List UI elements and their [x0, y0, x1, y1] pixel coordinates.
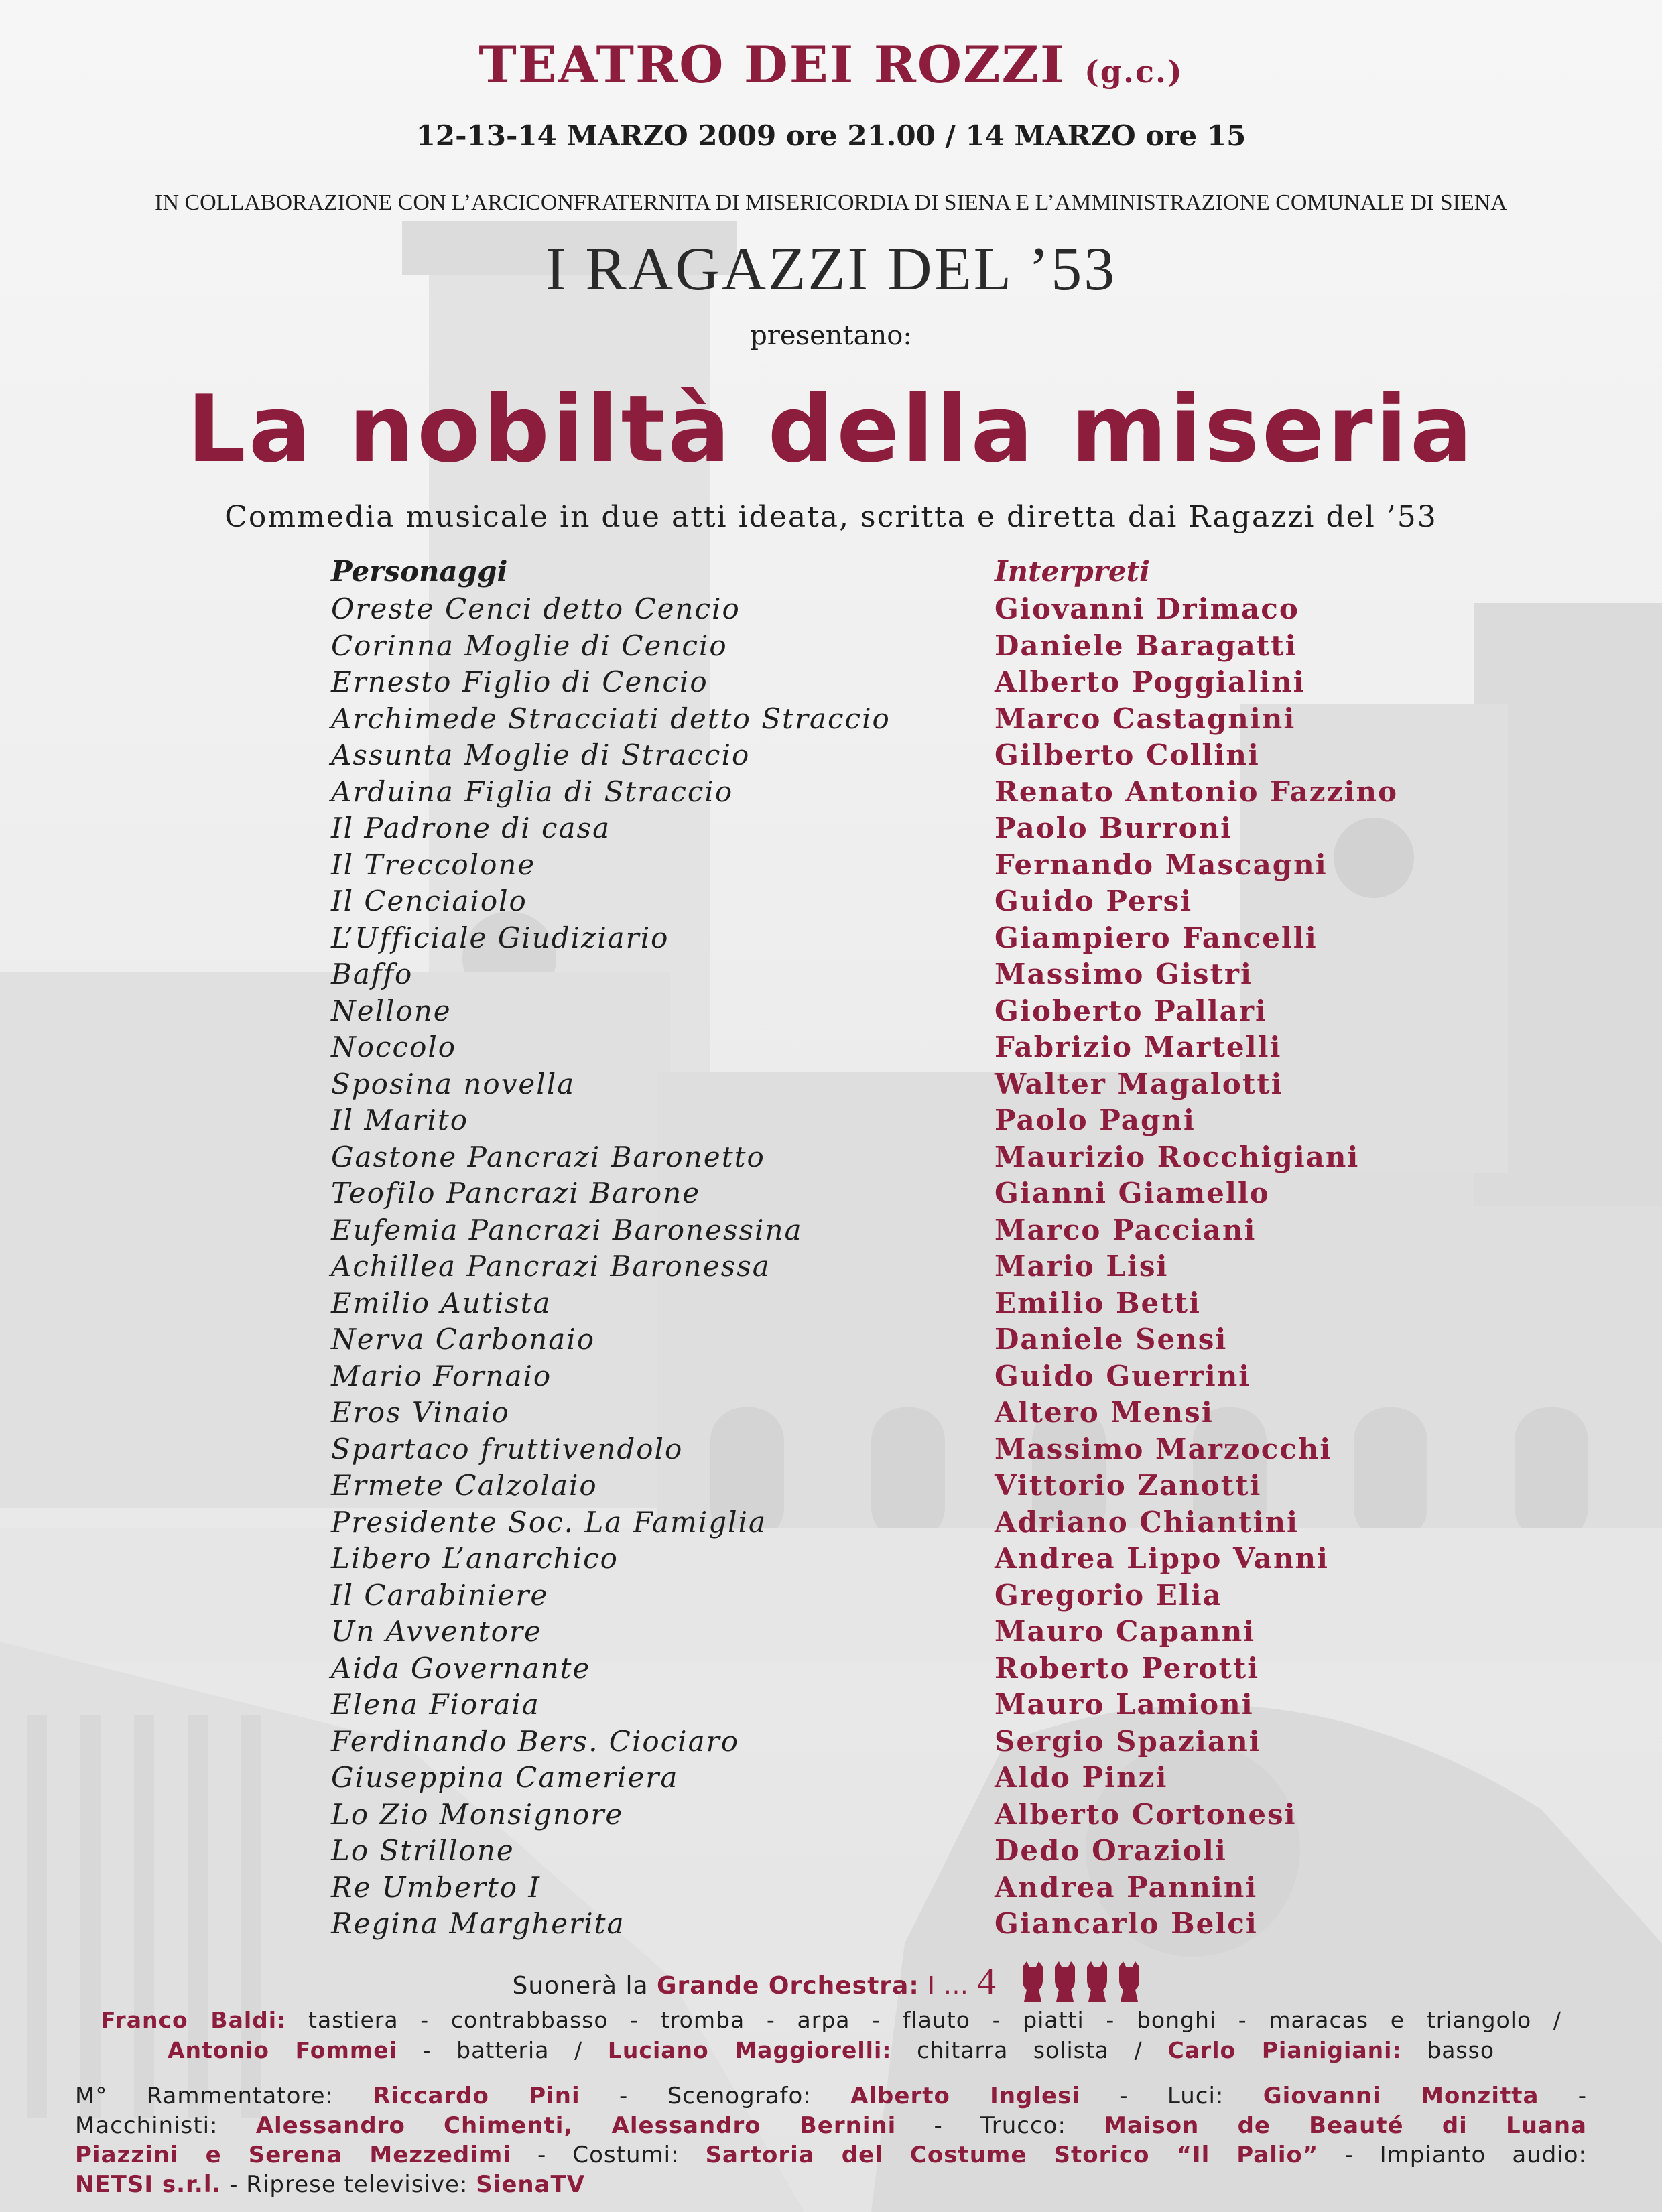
musician-name: Franco Baldi: [101, 2007, 287, 2033]
role-name: Teofilo Pancrazi Barone [331, 1177, 701, 1210]
credit-name: Riccardo Pini [373, 2083, 580, 2109]
actor-name: Massimo Gistri [995, 958, 1253, 990]
actor-name: Giampiero Fancelli [995, 921, 1318, 954]
actor-name: Alberto Cortonesi [995, 1797, 1297, 1831]
cast-row [0, 811, 1662, 848]
cast-row [0, 629, 1662, 666]
cast-list [0, 555, 1662, 1949]
band-number: 4 [977, 1961, 997, 2002]
role-name: Regina Margherita [331, 1907, 625, 1940]
role-name: Gastone Pancrazi Baronetto [331, 1140, 765, 1173]
cast-row [0, 1907, 1662, 1944]
role-name: Re Umberto I [331, 1870, 541, 1904]
cast-row [0, 1871, 1662, 1908]
role-name: Nerva Carbonaio [331, 1323, 596, 1356]
credit-role: - Costumi: [537, 2142, 680, 2168]
actor-name: Fernando Mascagni [995, 848, 1328, 881]
theatre-label: TEATRO DEI ROZZI [478, 35, 1066, 94]
cast-row [0, 1579, 1662, 1616]
actor-name: Dedo Orazioli [995, 1834, 1227, 1867]
credit-role: M° Rammentatore: [75, 2083, 334, 2109]
role-name: Ermete Calzolaio [331, 1469, 598, 1502]
cast-row [0, 1396, 1662, 1433]
cast-row [0, 1067, 1662, 1104]
band-name: I ... [928, 1972, 969, 2000]
theatre-name [0, 35, 1662, 94]
credits-line-4 [75, 2171, 1587, 2198]
credit-name: Piazzini e Serena Mezzedimi [75, 2142, 511, 2168]
actor-name: Andrea Pannini [995, 1870, 1258, 1904]
musicians-line-1 [101, 2007, 1561, 2033]
actor-name: Gioberto Pallari [995, 994, 1267, 1027]
role-name: Il Carabiniere [331, 1578, 549, 1612]
cast-row [0, 1250, 1662, 1287]
role-name: Giuseppina Cameriera [331, 1761, 679, 1794]
role-name: L’Ufficiale Giudiziario [331, 921, 669, 954]
cast-row [0, 1688, 1662, 1725]
role-name: Ernesto Figlio di Cencio [331, 665, 708, 698]
credit-role: - Scenografo: [619, 2083, 812, 2109]
actor-name: Marco Castagnini [995, 702, 1296, 735]
orchestra-intro: Suonerà la [512, 1972, 649, 2000]
actors-heading: Interpreti [995, 555, 1151, 588]
roles-heading: Personaggi [331, 555, 508, 588]
actor-name: Maurizio Rocchigiani [995, 1140, 1360, 1173]
role-name: Presidente Soc. La Famiglia [331, 1505, 767, 1539]
cast-row [0, 1214, 1662, 1250]
credits-line-3 [75, 2142, 1587, 2168]
credit-role: - Trucco: [934, 2112, 1066, 2139]
actor-name: Daniele Baragatti [995, 629, 1297, 662]
musician-instruments: basso [1427, 2037, 1495, 2063]
credit-role: - Impianto audio: [1344, 2142, 1588, 2168]
role-name: Baffo [331, 958, 413, 990]
cast-row [0, 592, 1662, 629]
musician-name: Carlo Pianigiani: [1167, 2037, 1402, 2063]
musician-instruments: - batteria / [422, 2037, 583, 2063]
role-name: Il Treccolone [331, 848, 536, 881]
actor-name: Giancarlo Belci [995, 1907, 1258, 1940]
actor-name: Andrea Lippo Vanni [995, 1542, 1330, 1575]
actor-name: Walter Magalotti [995, 1067, 1283, 1100]
cast-row [0, 1725, 1662, 1762]
show-subtitle: Commedia musicale in due atti ideata, scritta e diretta dai Ragazzi del ’53 [225, 500, 1437, 534]
actor-name: Roberto Perotti [995, 1651, 1260, 1685]
cast-row [0, 1506, 1662, 1543]
cast-row [0, 1652, 1662, 1689]
cast-row [0, 1104, 1662, 1141]
cast-row [0, 848, 1662, 885]
actor-name: Gregorio Elia [995, 1578, 1222, 1612]
actor-name: Alberto Poggialini [995, 665, 1305, 698]
cast-row [0, 1031, 1662, 1067]
actor-name: Vittorio Zanotti [995, 1469, 1262, 1502]
actor-name: Daniele Sensi [995, 1323, 1228, 1356]
musicians-line-2 [168, 2037, 1494, 2063]
cast-row [0, 1469, 1662, 1506]
cast-row [0, 738, 1662, 775]
credit-role: - Luci: [1119, 2083, 1224, 2109]
cast-row [0, 1433, 1662, 1470]
actor-name: Sergio Spaziani [995, 1724, 1261, 1758]
actor-name: Marco Pacciani [995, 1213, 1257, 1246]
actor-name: Emilio Betti [995, 1286, 1201, 1319]
cast-row [0, 665, 1662, 702]
actor-name: Altero Mensi [995, 1396, 1214, 1429]
actor-name: Mauro Capanni [995, 1615, 1256, 1648]
show-title: La nobiltà della miseria [186, 375, 1476, 483]
cast-row [0, 885, 1662, 921]
role-name: Emilio Autista [331, 1286, 552, 1319]
cast-row [0, 1798, 1662, 1835]
actor-name: Massimo Marzocchi [995, 1432, 1332, 1466]
performance-dates: 12-13-14 MARZO 2009 ore 21.00 / 14 MARZO ore 15 [416, 119, 1246, 152]
role-name: Nellone [331, 994, 452, 1027]
actor-name: Renato Antonio Fazzino [995, 775, 1399, 808]
role-name: Assunta Moglie di Straccio [331, 738, 751, 771]
musician-name: Antonio Fommei [168, 2037, 397, 2063]
credit-role: Macchinisti: [75, 2112, 218, 2139]
role-name: Mario Fornaio [331, 1359, 552, 1392]
actor-name: Paolo Burroni [995, 811, 1233, 844]
credit-role: - Riprese televisive: [229, 2171, 468, 2198]
cast-row [0, 702, 1662, 739]
orchestra-name: Grande Orchestra: [656, 1972, 919, 2000]
credits-line-1 [75, 2083, 1587, 2109]
cast-row [0, 1360, 1662, 1396]
actor-name: Guido Guerrini [995, 1359, 1251, 1392]
role-name: Oreste Cenci detto Cencio [331, 592, 741, 625]
role-name: Spartaco fruttivendolo [331, 1432, 684, 1466]
collaboration-line: IN COLLABORAZIONE CON L’ARCICONFRATERNITA DI MISERICORDIA DI SIENA E L’AMMINISTRAZIONE COMUNALE DI SIENA [155, 190, 1507, 215]
musician-instruments: chitarra solista / [917, 2037, 1143, 2063]
credit-name: Alessandro Chimenti, Alessandro Bernini [255, 2112, 897, 2139]
role-name: Archimede Stracciati detto Straccio [331, 702, 891, 735]
credits-line-2 [75, 2112, 1587, 2139]
credit-name: NETSI s.r.l. [75, 2171, 222, 2198]
four-cats-logo-icon [1016, 1960, 1150, 2003]
role-name: Sposina novella [331, 1067, 576, 1100]
credit-name: Giovanni Monzitta [1263, 2083, 1539, 2109]
actor-name: Gianni Giamello [995, 1177, 1270, 1210]
credit-name: Alberto Inglesi [850, 2083, 1080, 2109]
actor-name: Mario Lisi [995, 1250, 1169, 1283]
actor-name: Giovanni Drimaco [995, 592, 1299, 625]
cast-row [0, 994, 1662, 1031]
orchestra-line [0, 1960, 1662, 2003]
role-name: Il Marito [331, 1104, 469, 1136]
cast-row [0, 1287, 1662, 1323]
role-name: Il Cenciaiolo [331, 885, 527, 917]
actor-name: Guido Persi [995, 885, 1193, 917]
cast-row [0, 921, 1662, 958]
actor-name: Adriano Chiantini [995, 1505, 1299, 1539]
cast-row [0, 1323, 1662, 1360]
cast-row [0, 775, 1662, 812]
cast-row [0, 1141, 1662, 1177]
role-name: Il Padrone di casa [331, 811, 611, 844]
cast-row [0, 1542, 1662, 1579]
role-name: Lo Zio Monsignore [331, 1797, 624, 1831]
role-name: Eufemia Pancrazi Baronessina [331, 1213, 803, 1246]
musician-name: Luciano Maggiorelli: [607, 2037, 892, 2063]
role-name: Achillea Pancrazi Baronessa [331, 1250, 771, 1283]
role-name: Elena Fioraia [331, 1688, 540, 1721]
company-name: I RAGAZZI DEL ’53 [545, 235, 1117, 303]
cast-row [0, 1177, 1662, 1214]
actor-name: Mauro Lamioni [995, 1688, 1254, 1721]
actor-name: Aldo Pinzi [995, 1761, 1168, 1794]
role-name: Un Avventore [331, 1615, 542, 1648]
musician-instruments: tastiera - contrabbasso - tromba - arpa - flauto - piatti - bonghi - maracas e triangolo / [308, 2007, 1561, 2033]
presents-line: presentano: [750, 320, 912, 351]
theatre-note: (g.c.) [1084, 54, 1184, 90]
actor-name: Gilberto Collini [995, 738, 1260, 771]
role-name: Eros Vinaio [331, 1396, 510, 1429]
cast-row [0, 1615, 1662, 1652]
credit-name: SienaTV [476, 2171, 586, 2198]
role-name: Lo Strillone [331, 1834, 515, 1867]
credit-role: - [1578, 2083, 1588, 2109]
role-name: Corinna Moglie di Cencio [331, 629, 728, 662]
actor-name: Fabrizio Martelli [995, 1031, 1282, 1063]
role-name: Noccolo [331, 1031, 457, 1063]
role-name: Libero L’anarchico [331, 1542, 619, 1575]
cast-row [0, 1761, 1662, 1798]
role-name: Ferdinando Bers. Ciociaro [331, 1724, 740, 1758]
credit-name: Maison de Beauté di Luana [1104, 2112, 1587, 2139]
cast-row [0, 958, 1662, 994]
credit-name: Sartoria del Costume Storico “Il Palio” [705, 2142, 1319, 2168]
actor-name: Paolo Pagni [995, 1104, 1196, 1136]
cast-row [0, 1834, 1662, 1871]
role-name: Aida Governante [331, 1651, 591, 1685]
role-name: Arduina Figlia di Straccio [331, 775, 734, 808]
